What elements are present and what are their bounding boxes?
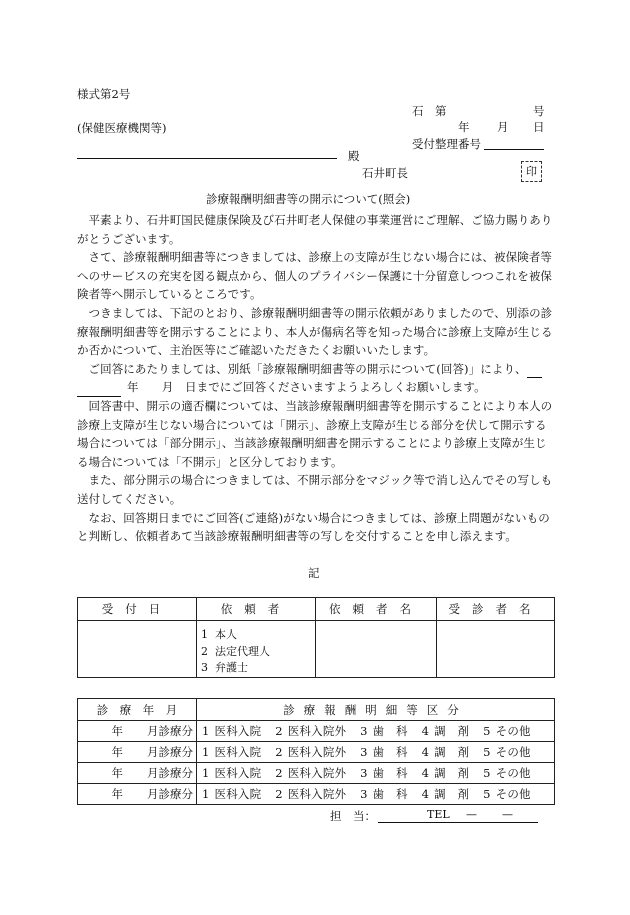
paragraph-3: つきましては、下記のとおり、診療報酬明細書等の開示依頼がありましたので、別添の診療報酬明細書等を開示することにより、本人が傷病名等を知った場合に診療上支障が生じるか否かについて、主治医等にご確認いただきたくお願いいたします。: [77, 305, 553, 358]
header-requester-name: 依頼者名: [316, 598, 437, 621]
requester-option-lawyer[interactable]: 3 弁護士: [201, 661, 248, 674]
requester-name-cell[interactable]: [316, 621, 437, 678]
category-cell[interactable]: 1 医科入院 2 医科入院外 3 歯 科 4 調 剤 5 その他: [197, 742, 555, 763]
paragraph-4-a: ご回答にあたりましては、別紙「診療報酬明細書等の開示について(回答)」により、: [88, 361, 527, 376]
treatment-month-cell[interactable]: 年 月診療分: [78, 742, 197, 763]
header-reception-date: 受付日: [78, 598, 197, 621]
sender: 石井町長: [362, 166, 408, 180]
contact-label: 担 当：: [330, 809, 376, 823]
treatment-month-cell[interactable]: 年 月診療分: [78, 784, 197, 805]
paragraph-4-b: 日までにご回答くださいますようよろしくお願いします。: [185, 380, 486, 395]
date-year: 年: [458, 120, 470, 134]
honorific: 殿: [348, 149, 360, 163]
date-day: 日: [533, 120, 545, 134]
header-patient-name: 受診者名: [437, 598, 555, 621]
paragraph-4: [77, 360, 555, 397]
treatment-month-cell[interactable]: 年 月診療分: [78, 763, 197, 784]
treatment-table: [77, 698, 555, 805]
form-number: 様式第2号: [77, 87, 131, 101]
deadline-year: 年: [127, 380, 139, 395]
receipt-number-field[interactable]: [484, 135, 544, 150]
body-text: [77, 211, 555, 546]
document-title: 診療報酬明細書等の開示について(照会): [206, 192, 411, 206]
paragraph-7: なお、回答期日までにご回答(ご連絡)がない場合につきましては、診療上問題がないものと判断し、依頼者あて当該診療報酬明細書等の写しを交付することを申し添えます。: [77, 510, 550, 544]
document-number-suffix: 号: [533, 104, 545, 118]
reception-date-cell[interactable]: [78, 621, 197, 678]
category-cell[interactable]: 1 医科入院 2 医科入院外 3 歯 科 4 調 剤 5 その他: [197, 763, 555, 784]
requester-option-legal-agent[interactable]: 2 法定代理人: [201, 644, 270, 658]
paragraph-5: 回答書中、開示の適否欄については、当該診療報酬明細書等を開示することにより本人の診療上支障が生じない場合については「開示」、診療上支障が生じる部分を伏して開示する場合については「部分開示」、当該診療報酬明細書を開示することにより診療上支障が生じる場合については「不開示」と区分しております。: [77, 398, 553, 469]
contact-dash-2: —: [502, 808, 513, 821]
table-row: [78, 721, 555, 742]
paragraph-1: 平素より、石井町国民健康保険及び石井町老人保健の事業運営にご理解、ご協力賜りありがとうございます。: [77, 213, 553, 246]
contact-field[interactable]: [378, 807, 538, 823]
header-treatment-month: 診 療 年 月: [78, 699, 197, 721]
contact-dash-1: —: [466, 808, 477, 821]
patient-name-cell[interactable]: [437, 621, 555, 678]
receipt-number-label: 受付整理番号: [412, 137, 481, 151]
ki-label: 記: [308, 566, 320, 580]
requester-option-self[interactable]: 1 本人: [201, 628, 237, 641]
paragraph-2: さて、診療報酬明細書等につきましては、診療上の支障が生じない場合には、被保険者等へのサービスの充実を図る観点から、個人のプライバシー保護に十分留意しつつこれを被保険者等へ開示しているところです。: [77, 250, 553, 302]
date-month: 月: [497, 120, 509, 134]
document-number-prefix: 石 第: [412, 104, 447, 118]
deadline-month: 月: [161, 380, 174, 395]
contact-tel: TEL: [427, 808, 450, 821]
header-statement-category: 診療報酬明細等区分: [197, 699, 555, 721]
seal-stamp: 印: [521, 161, 542, 182]
table-row: [78, 742, 555, 763]
table-row: [78, 784, 555, 805]
requester-cell: [197, 621, 316, 678]
request-table: [77, 597, 555, 678]
paragraph-6: また、部分開示の場合につきましては、不開示部分をマジック等で消し込んでその写しも送付してください。: [77, 473, 553, 506]
table-row: [78, 763, 555, 784]
deadline-blank-start[interactable]: [77, 384, 121, 397]
header-requester: 依頼者: [197, 598, 316, 621]
recipient-org: (保健医療機関等): [77, 121, 167, 135]
category-cell[interactable]: 1 医科入院 2 医科入院外 3 歯 科 4 調 剤 5 その他: [197, 784, 555, 805]
treatment-month-cell[interactable]: 年 月診療分: [78, 721, 197, 742]
category-cell[interactable]: 1 医科入院 2 医科入院外 3 歯 科 4 調 剤 5 その他: [197, 721, 555, 742]
recipient-name-field[interactable]: [77, 145, 337, 159]
deadline-blank-end[interactable]: [527, 365, 542, 378]
